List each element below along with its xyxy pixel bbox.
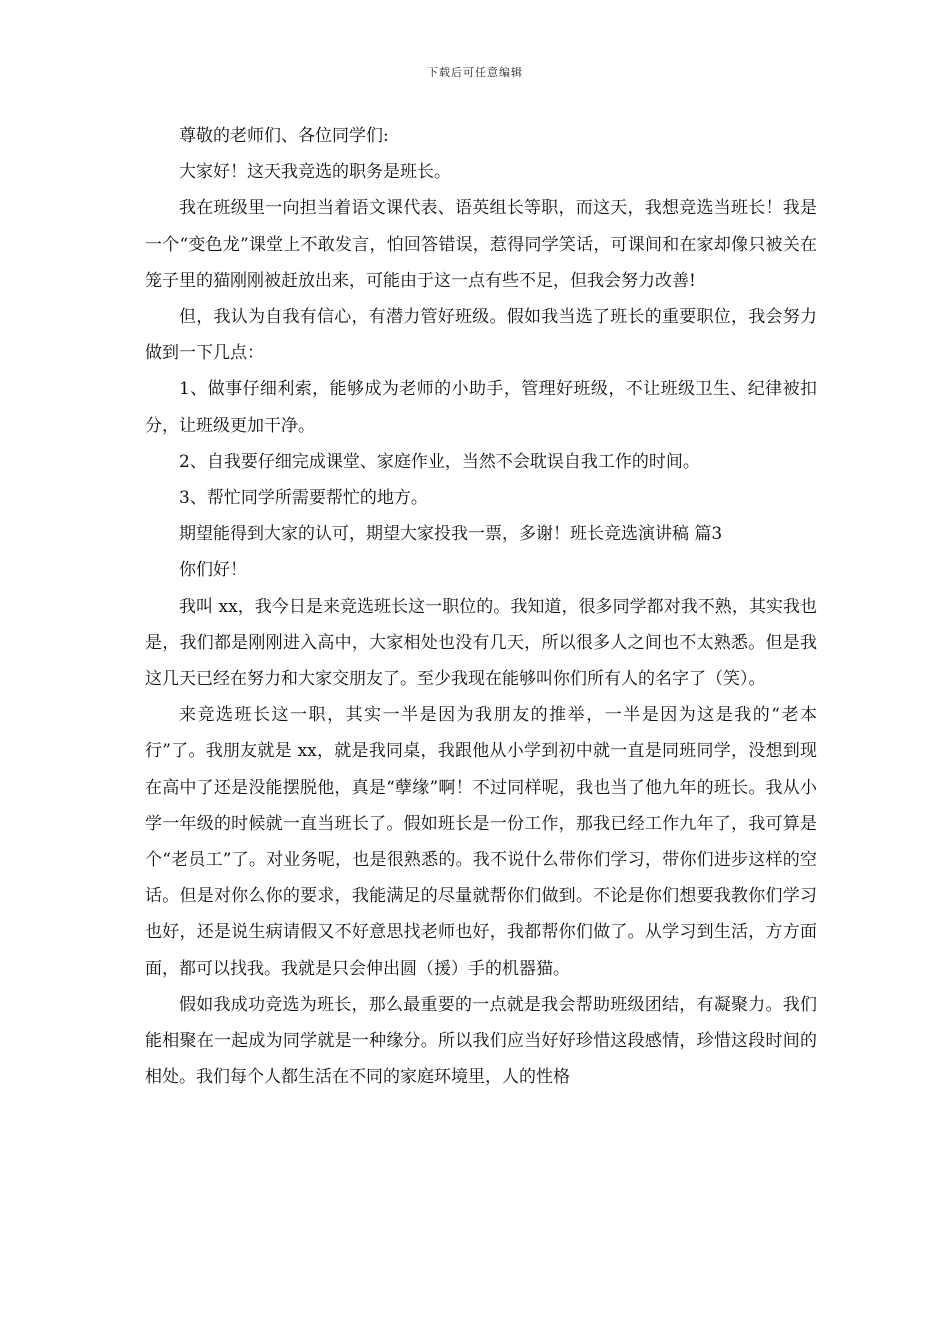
list-item-2: 2、自我要仔细完成课堂、家庭作业，当然不会耽误自我工作的时间。 <box>179 451 700 472</box>
paragraph-plan: 假如我成功竞选为班长，那么最重要的一点就是我会帮助班级团结，有凝聚力。我们能相聚在一起成为同学就是一种缘分。所以我们应当好好珍惜这段感情，珍惜这段时间的相处。我们每个人都生活在不同的家庭环境里，人的性格 <box>145 994 817 1088</box>
paragraph-self-intro: 我叫 xx，我今日是来竞选班长这一职位的。我知道，很多同学都对我不熟，其实我也是，我们都是刚刚进入高中，大家相处也没有几天，所以很多人之间也不太熟悉。但是我这几天已经在努力和大家交朋友了。至少我现在能够叫你们所有人的名字了（笑）。 <box>145 596 817 690</box>
paragraph-experience: 来竞选班长这一职，其实一半是因为我朋友的推举，一半是因为这是我的“老本行”了。我朋友就是 xx，就是我同桌，我跟他从小学到初中就一直是同班同学，没想到现在高中了还是没能摆脱他，真是“孽缘”啊！不过同样呢，我也当了他九年的班长。我从小学一年级的时候就一直当班长了。假如班长是一份工作，那我已经工作九年了，我可算是个“老员工”了。对业务呢，也是很熟悉的。我不说什么带你们学习，带你们进步这样的空话。但是对你么你的要求，我能满足的尽量就帮你们做到。不论是你们想要我教你们学习也好，还是说生病请假又不好意思找老师也好，我都帮你们做了。从学习到生活，方方面面，都可以找我。我就是只会伸出圆（援）手的机器猫。 <box>145 705 817 979</box>
greeting: 大家好！这天我竞选的职务是班长。 <box>179 162 451 183</box>
paragraph-confidence: 但，我认为自我有信心，有潜力管好班级。假如我当选了班长的重要职位，我会努力做到一下几点： <box>145 307 817 364</box>
salutation: 尊敬的老师们、各位同学们: <box>179 126 389 146</box>
list-item-1: 1、做事仔细利索，能够成为老师的小助手，管理好班级，不让班级卫生、纪律被扣分，让班级更加干净。 <box>145 379 817 436</box>
list-item-3: 3、帮忙同学所需要帮忙的地方。 <box>179 488 428 509</box>
document-body <box>145 118 817 1095</box>
paragraph-intro: 我在班级里一向担当着语文课代表、语英组长等职，而这天，我想竞选当班长！我是一个“变色龙”课堂上不敢发言，怕回答错误，惹得同学笑话，可课间和在家却像只被关在笼子里的猫刚刚被赶放出来，可能由于这一点有些不足，但我会努力改善! <box>145 198 817 291</box>
paragraph-closing-and-section-title: 期望能得到大家的认可，期望大家投我一票，多谢！班长竞选演讲稿 篇3 <box>179 524 723 545</box>
page-header: 下载后可任意编辑 <box>427 66 523 79</box>
greeting-2: 你们好！ <box>179 560 247 581</box>
